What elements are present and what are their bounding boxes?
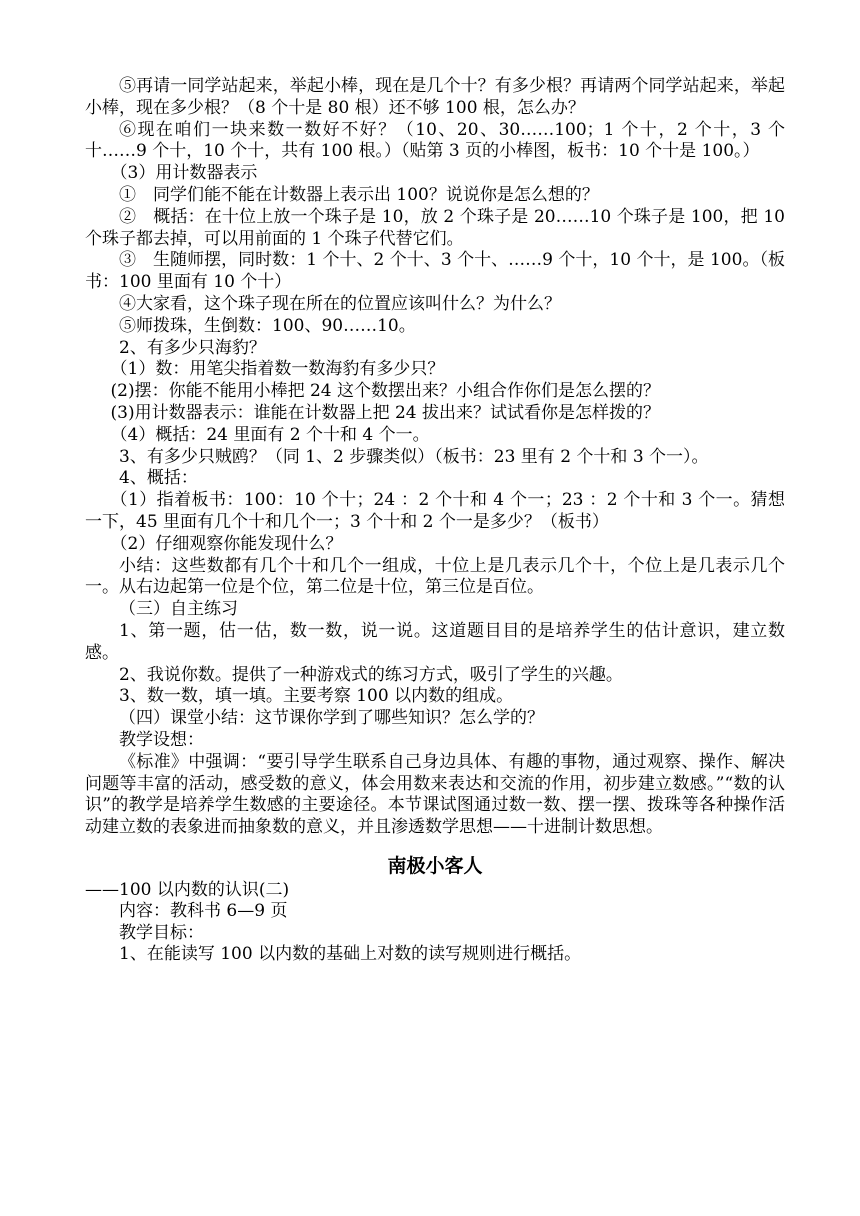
body-paragraphs <box>85 76 785 839</box>
lesson-tail <box>85 901 785 966</box>
paragraph: （1）数：用笔尖指着数一数海豹有多少只？ <box>110 359 445 380</box>
section-heading: （三）自主练习 <box>119 599 238 620</box>
paragraph: (3)用计数器表示：谁能在计数器上把 24 拔出来？试试看你是怎样拨的？ <box>110 402 661 423</box>
lesson-title: 南极小客人 <box>387 854 483 877</box>
paragraph: ④大家看，这个珠子现在所在的位置应该叫什么？为什么？ <box>119 293 561 314</box>
paragraph: 3、数一数，填一填。主要考察 100 以内数的组成。 <box>119 686 514 707</box>
section-heading: 2、有多少只海豹？ <box>119 337 266 358</box>
lesson-subtitle: ——100 以内数的认识(二) <box>85 879 290 900</box>
paragraph: （4）概括：24 里面有 2 个十和 4 个一。 <box>110 424 430 445</box>
paragraph: （1）指着板书：100：10 个十；24 ：2 个十和 4 个一；23 ：2 个十和 3 个一。猜想一下，45 里面有几个十和几个一；3 个十和 2 个一是多少？（板书） <box>85 490 785 532</box>
paragraph: 教学目标： <box>119 922 204 943</box>
section-heading: 4、概括： <box>119 468 198 489</box>
paragraph: ① 同学们能不能在计数器上表示出 100？说说你是怎么想的？ <box>119 184 599 205</box>
section-heading: 教学设想： <box>119 729 204 750</box>
paragraph: 2、我说你数。提供了一种游戏式的练习方式，吸引了学生的兴趣。 <box>119 664 623 685</box>
paragraph: 小结：这些数都有几个十和几个一组成，十位上是几表示几个十，个位上是几表示几个一。从右边起第一位是个位，第二位是十位，第三位是百位。 <box>85 555 785 598</box>
paragraph: 《标准》中强调：“要引导学生联系自己身边具体、有趣的事物，通过观察、操作、解决问题等丰富的活动，感受数的意义，体会用数来表达和交流的作用，初步建立数感。”“数的认识”的教学是培养学生数感的主要途径。本节课试图通过数一数、摆一摆、拨珠等各种操作活动建立数的表象进而抽象数的意义，并且渗透数学思想——十进制计数思想。 <box>85 751 785 838</box>
paragraph: (2)摆：你能不能用小棒把 24 这个数摆出来？小组合作你们是怎么摆的？ <box>110 381 661 402</box>
paragraph: ③ 生随师摆，同时数：1 个十、2 个十、3 个十、……9 个十，10 个十，是 100。（板书：100 里面有 10 个十） <box>85 250 785 293</box>
document-page <box>85 76 785 966</box>
paragraph: ⑥现在咱们一块来数一数好不好？（10、20、30……100；1 个十，2 个十，3 个十……9 个十，10 个十，共有 100 根。）（贴第 3 页的小棒图，板书：10 个十是 100。） <box>85 119 785 162</box>
paragraph: 1、第一题，估一估，数一数，说一说。这道题目目的是培养学生的估计意识，建立数感。 <box>85 620 785 663</box>
paragraph: 1、在能读写 100 以内数的基础上对数的读写规则进行概括。 <box>119 944 582 965</box>
paragraph: （2）仔细观察你能发现什么？ <box>110 533 343 554</box>
paragraph: ⑤师拨珠，生倒数：100、90……10。 <box>119 315 416 336</box>
paragraph: （四）课堂小结：这节课你学到了哪些知识？怎么学的？ <box>119 708 544 729</box>
section-heading: （3）用计数器表示 <box>110 163 258 184</box>
paragraph: ⑤再请一同学站起来，举起小棒，现在是几个十？有多少根？再请两个同学站起来，举起小棒，现在多少根？（8 个十是 80 根）还不够 100 根，怎么办？ <box>85 76 785 118</box>
paragraph: 3、有多少只贼鸥？（同 1、2 步骤类似）（板书：23 里有 2 个十和 3 个一）。 <box>119 446 709 467</box>
paragraph: ② 概括：在十位上放一个珠子是 10，放 2 个珠子是 20……10 个珠子是 100，把 10 个珠子都去掉，可以用前面的 1 个珠子代替它们。 <box>85 206 785 249</box>
paragraph: 内容：教科书 6—9 页 <box>119 900 288 921</box>
